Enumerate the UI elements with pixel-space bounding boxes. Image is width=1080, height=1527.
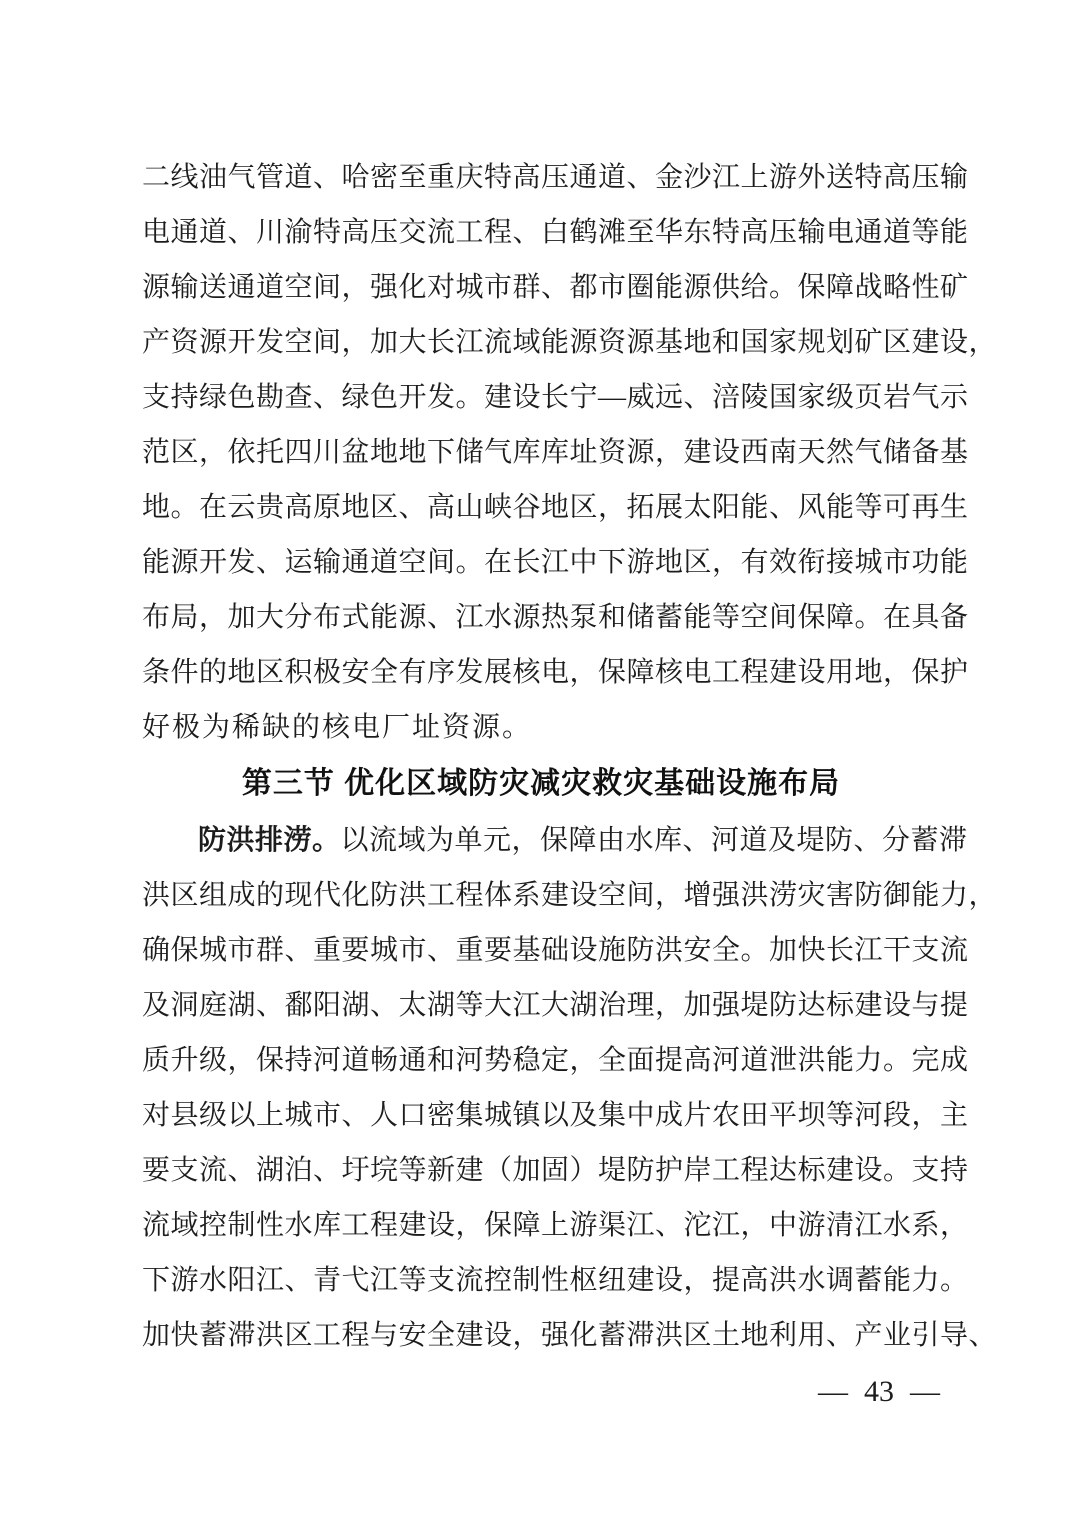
body-text-line: 范区，依托四川盆地地下储气库库址资源，建设西南天然气储备基 <box>142 437 969 468</box>
body-text-line: 对县级以上城市、人口密集城镇以及集中成片农田平坝等河段，主 <box>142 1100 969 1131</box>
page-number <box>818 1375 940 1409</box>
body-text-line: 地。在云贵高原地区、高山峡谷地区，拓展太阳能、风能等可再生 <box>142 492 969 523</box>
body-text-line: 布局，加大分布式能源、江水源热泵和储蓄能等空间保障。在具备 <box>142 602 969 633</box>
body-text-line: 好极为稀缺的核电厂址资源。 <box>142 712 533 743</box>
body-text-line: 确保城市群、重要城市、重要基础设施防洪安全。加快长江干支流 <box>142 935 969 966</box>
body-text-line: 产资源开发空间，加大长江流域能源资源基地和国家规划矿区建设， <box>142 327 998 358</box>
body-text-line: 能源开发、运输通道空间。在长江中下游地区，有效衔接城市功能 <box>142 547 969 578</box>
paragraph-energy-corridors <box>142 150 998 755</box>
body-text-segment: 以流域为单元，保障由水库、河道及堤防、分蓄滞 <box>340 825 968 856</box>
body-text-line: 及洞庭湖、鄱阳湖、太湖等大江大湖治理，加强堤防达标建设与提 <box>142 990 969 1021</box>
body-text-line: 源输送通道空间，强化对城市群、都市圈能源供给。保障战略性矿 <box>142 272 969 303</box>
body-text-line: 加快蓄滞洪区工程与安全建设，强化蓄滞洪区土地利用、产业引导、 <box>142 1320 998 1351</box>
paragraph-flood-control <box>142 813 998 1363</box>
section-heading: 第三节 优化区域防灾减灾救灾基础设施布局 <box>241 767 841 800</box>
body-text-line: 支持绿色勘查、绿色开发。建设长宁—威远、涪陵国家级页岩气示 <box>142 382 969 413</box>
body-text-line <box>142 813 968 868</box>
body-text-line: 二线油气管道、哈密至重庆特高压通道、金沙江上游外送特高压输 <box>142 162 969 193</box>
body-text-line: 流域控制性水库工程建设，保障上游渠江、沱江，中游清江水系， <box>142 1210 969 1241</box>
body-text-line: 条件的地区积极安全有序发展核电，保障核电工程建设用地，保护 <box>142 657 969 688</box>
paragraph-lead-term: 防洪排涝。 <box>198 825 341 856</box>
body-text-line: 电通道、川渝特高压交流工程、白鹤滩至华东特高压输电通道等能 <box>142 217 969 248</box>
page-content <box>142 150 998 1363</box>
body-text-line: 洪区组成的现代化防洪工程体系建设空间，增强洪涝灾害防御能力， <box>142 880 998 911</box>
footer-dash-right: — <box>910 1375 940 1408</box>
body-text-line: 下游水阳江、青弋江等支流控制性枢纽建设，提高洪水调蓄能力。 <box>142 1265 969 1296</box>
body-text-line: 质升级，保持河道畅通和河势稳定，全面提高河道泄洪能力。完成 <box>142 1045 969 1076</box>
body-text-line: 要支流、湖泊、圩垸等新建（加固）堤防护岸工程达标建设。支持 <box>142 1155 969 1186</box>
footer-dash-left: — <box>818 1375 848 1408</box>
page-number-value: 43 <box>864 1375 894 1408</box>
